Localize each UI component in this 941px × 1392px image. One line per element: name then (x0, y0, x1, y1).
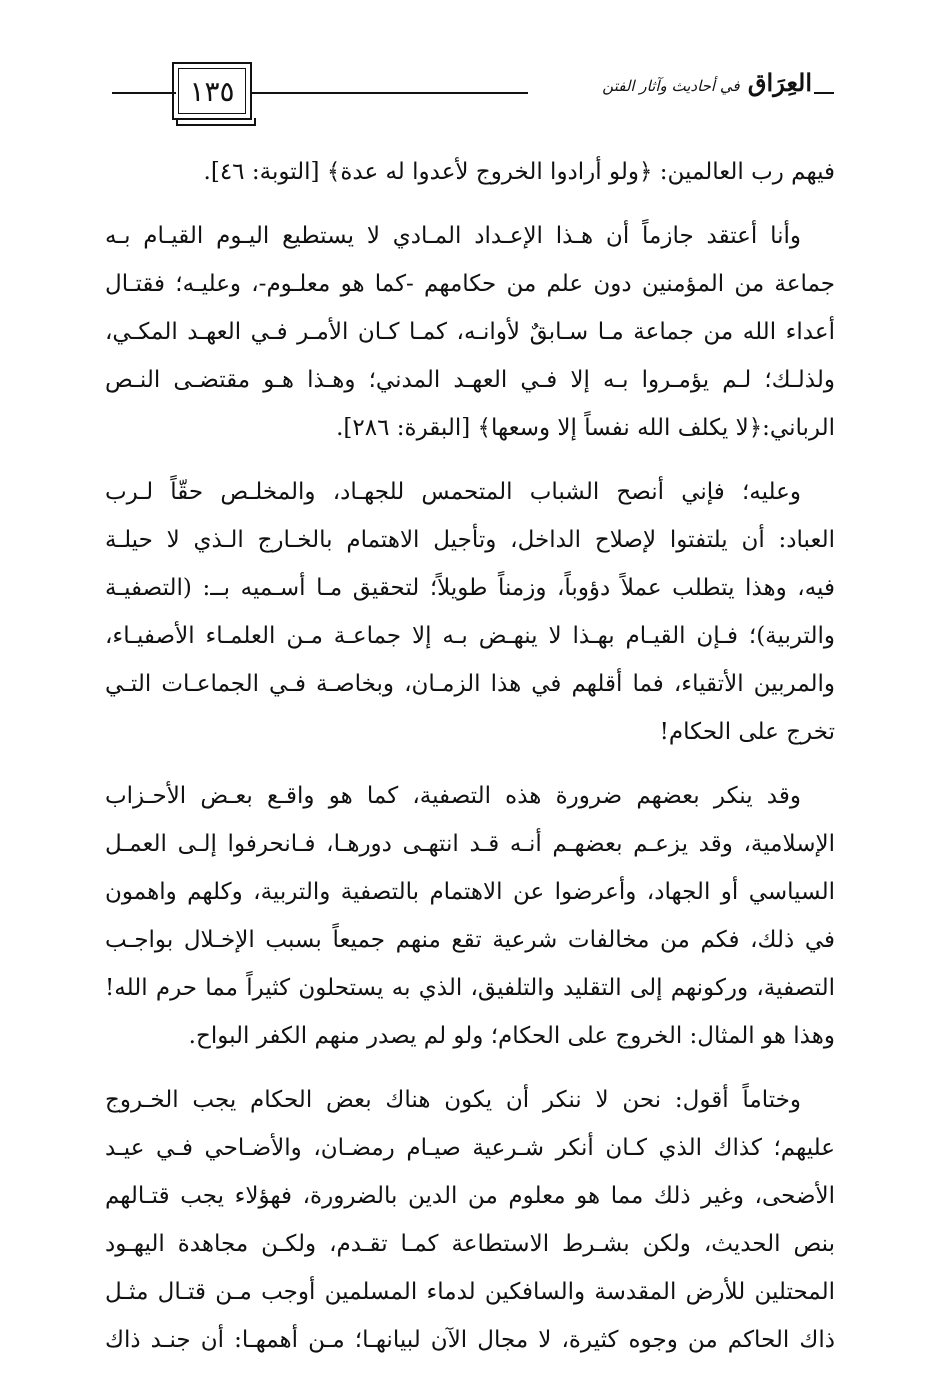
page-header (112, 62, 834, 132)
text-line: جماعة من المؤمنين دون علم من حكامهم -كما هو معلـوم-، وعليـه؛ فقتـال (105, 271, 835, 297)
text-line: وقد ينكر بعضهم ضرورة هذه التصفية، كما هو واقـع بعـض الأحـزاب (105, 783, 801, 809)
text-line: الإسلامية، وقد يزعـم بعضهـم أنـه قـد انتهـى دورهـا، فـانحرفوا إلـى العمـل (105, 831, 835, 857)
text-line: والمربين الأتقياء، فما أقلهم في هذا الزمـان، وبخاصـة فـي الجماعـات التـي (105, 671, 835, 697)
text-line: وعليه؛ فإني أنصح الشباب المتحمس للجهـاد، والمخلـص حقّاً لـرب (105, 479, 801, 505)
text-line: وختاماً أقول: نحن لا ننكر أن يكون هناك بعض الحكام يجب الخـروج (105, 1087, 801, 1113)
text-line: التصفية، وركونهم إلى التقليد والتلفيق، الذي به يستحلون كثيراً مما حرم الله! (105, 975, 835, 1001)
text-line: فيهم رب العالمين: ﴿ولو أرادوا الخروج لأعدوا له عدة﴾ [التوبة: ٤٦]. (203, 159, 835, 185)
text-line: بنص الحديث، ولكن بشـرط الاستطاعة كمـا تقـدم، ولكـن مجاهدة اليهـود (105, 1231, 835, 1257)
text-line: العباد: أن يلتفتوا لإصلاح الداخل، وتأجيل الاهتمام بالخـارج الـذي لا حيلـة (105, 527, 835, 553)
paragraph (105, 772, 835, 1060)
paragraph (105, 148, 835, 196)
text-line: أعداء الله من جماعة مـا سـابقٌ لأوانـه، كمـا كـان الأمـر فـي العهـد المكـي، (105, 319, 835, 345)
text-line: عليهم؛ كذاك الذي كـان أنكر شـرعية صيـام رمضـان، والأضـاحي فـي عيـد (105, 1135, 835, 1161)
running-title-sub: في أحاديث وآثار الفتن (602, 77, 740, 95)
text-line: الأضحى، وغير ذلك مما هو معلوم من الدين بالضرورة، فهؤلاء يجب قتـالهم (105, 1183, 835, 1209)
paragraph (105, 1076, 835, 1364)
text-line: المحتلين للأرض المقدسة والسافكين لدماء المسلمين أوجب مـن قتـال مثـل (105, 1279, 835, 1305)
header-rule-middle (250, 92, 528, 94)
paragraph (105, 468, 835, 756)
text-line: وهذا هو المثال: الخروج على الحكام؛ ولو لم يصدر منهم الكفر البواح. (188, 1023, 835, 1049)
body-text (105, 148, 835, 1380)
running-title (512, 68, 812, 97)
header-rule-right (814, 92, 834, 94)
page-number: ١٣٥ (178, 68, 246, 114)
paragraph (105, 212, 835, 452)
text-line: ذاك الحاكم من وجوه كثيرة، لا مجال الآن لبيانهـا؛ مـن أهمهـا: أن جنـد ذاك (105, 1327, 835, 1353)
page-number-frame (172, 62, 252, 120)
running-title-main: العِرَاق (747, 68, 812, 97)
text-line: الرباني:﴿لا يكلف الله نفساً إلا وسعها﴾ [البقرة: ٢٨٦]. (336, 415, 835, 441)
text-line: ولذلـك؛ لـم يؤمـروا بـه إلا فـي العهـد المدني؛ وهـذا هـو مقتضـى النـص (105, 367, 835, 393)
header-rule-left (112, 92, 176, 94)
text-line: والتربية)؛ فـإن القيـام بهـذا لا ينهـض بـه إلا جماعـة مـن العلمـاء الأصفيـاء، (105, 623, 835, 649)
text-line: تخرج على الحكام! (659, 719, 835, 745)
text-line: في ذلك، فكم من مخالفات شرعية تقع منهم جميعاً بسبب الإخـلال بواجـب (105, 927, 835, 953)
text-line: السياسي أو الجهاد، وأعرضوا عن الاهتمام بالتصفية والتربية، وكلهم واهمون (105, 879, 835, 905)
text-line: وأنا أعتقد جازماً أن هـذا الإعـداد المـادي لا يستطيع اليـوم القيـام بـه (105, 223, 801, 249)
text-line: فيه، وهذا يتطلب عملاً دؤوباً، وزمناً طويلاً؛ لتحقيق مـا أسـميه بــ: (التصفيـة (105, 575, 835, 601)
